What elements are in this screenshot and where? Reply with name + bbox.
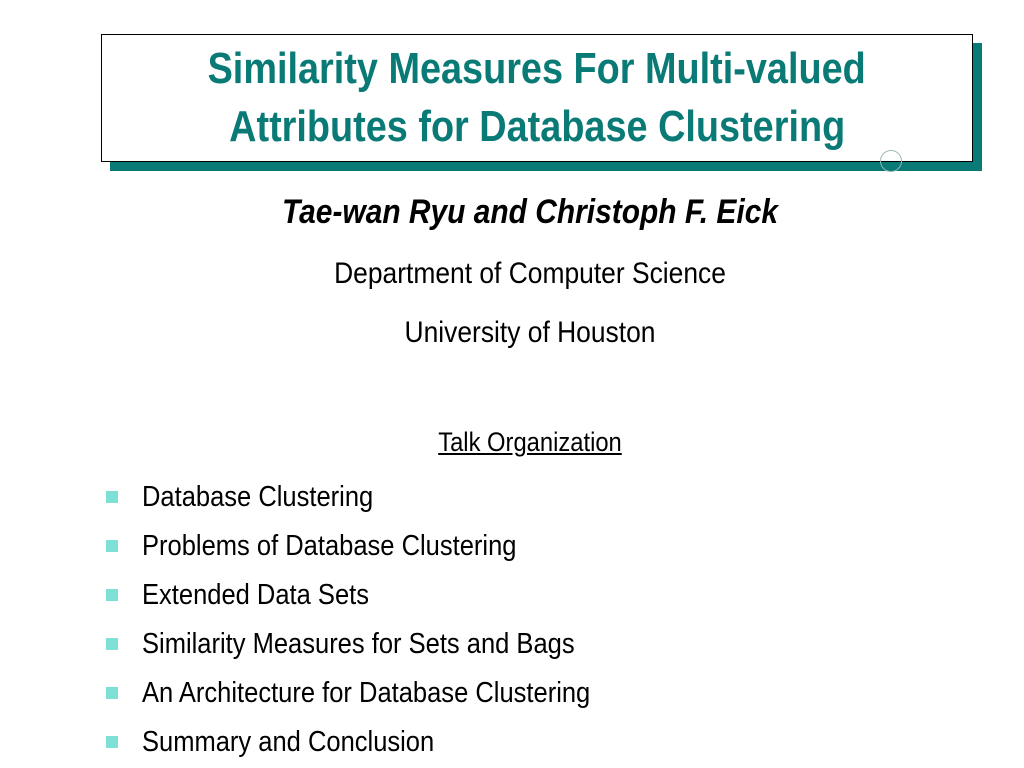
square-bullet-icon <box>106 736 118 748</box>
list-item <box>106 619 651 668</box>
section-heading: Talk Organization <box>438 427 622 457</box>
title-line-2: Attributes for Database Clustering <box>228 102 846 151</box>
title-line-1: Similarity Measures For Multi-valued <box>207 44 867 93</box>
list-item <box>106 717 651 766</box>
square-bullet-icon <box>106 638 118 650</box>
decorative-circle-icon <box>880 150 902 172</box>
bullet-list <box>106 472 651 766</box>
list-item-text: Problems of Database Clustering <box>142 529 517 562</box>
university: University of Houston <box>404 316 656 349</box>
list-item-text: Database Clustering <box>142 480 374 513</box>
square-bullet-icon <box>106 491 118 503</box>
list-item-text: An Architecture for Database Clustering <box>142 676 591 709</box>
list-item-text: Extended Data Sets <box>142 578 369 611</box>
square-bullet-icon <box>106 540 118 552</box>
list-item <box>106 570 651 619</box>
list-item <box>106 472 651 521</box>
list-item-text: Similarity Measures for Sets and Bags <box>142 627 575 660</box>
department: Department of Computer Science <box>334 257 726 290</box>
list-item <box>106 668 651 717</box>
square-bullet-icon <box>106 589 118 601</box>
title-box <box>101 34 973 162</box>
square-bullet-icon <box>106 687 118 699</box>
list-item-text: Summary and Conclusion <box>142 725 435 758</box>
authors: Tae-wan Ryu and Christoph F. Eick <box>282 193 778 231</box>
list-item <box>106 521 651 570</box>
